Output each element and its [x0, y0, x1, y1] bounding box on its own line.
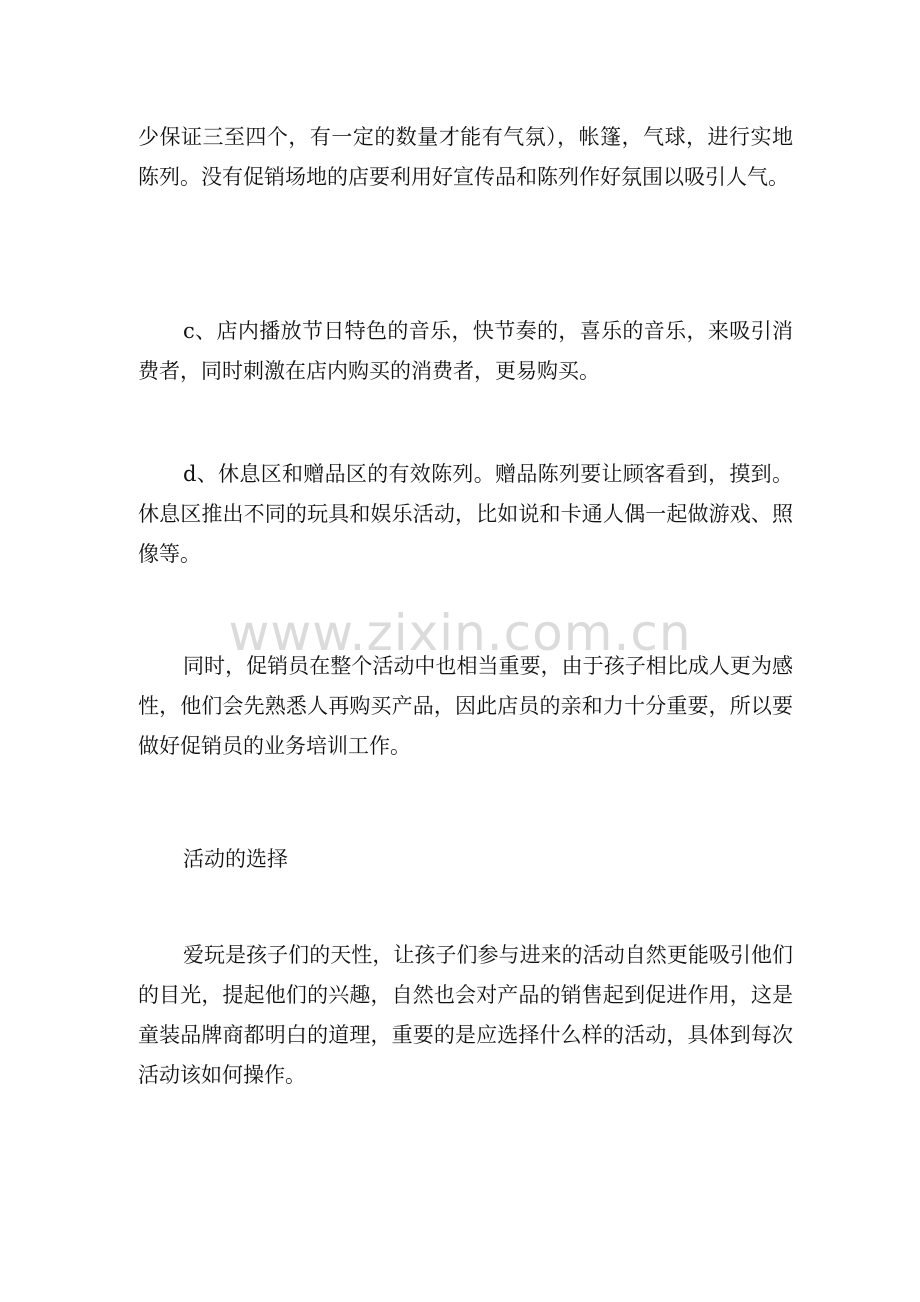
paragraph-sales-staff: 同时，促销员在整个活动中也相当重要，由于孩子相比成人更为感性，他们会先熟悉人再购买产品，因此店员的亲和力十分重要，所以要做好促销员的业务培训工作。 — [138, 654, 793, 758]
paragraph-activity-choice: 爱玩是孩子们的天性，让孩子们参与进来的活动自然更能吸引他们的目光，提起他们的兴趣，自然也会对产品的销售起到促进作用，这是童装品牌商都明白的道理，重要的是应选择什么样的活动，具体到每次活动该如何操作。 — [138, 943, 793, 1087]
paragraph-continuation: 少保证三至四个，有一定的数量才能有气氛），帐篷，气球，进行实地陈列。没有促销场地的店要利用好宣传品和陈列作好氛围以吸引人气。 — [138, 125, 793, 189]
paragraph-item-d: d、休息区和赠品区的有效陈列。赠品陈列要让顾客看到，摸到。休息区推出不同的玩具和娱乐活动，比如说和卡通人偶一起做游戏、照像等。 — [138, 462, 793, 566]
watermark: www.zixin.com.cn — [228, 604, 692, 662]
section-heading: 活动的选择 — [183, 847, 288, 871]
paragraph-item-c: c、店内播放节日特色的音乐，快节奏的，喜乐的音乐，来吸引消费者，同时刺激在店内购买的消费者，更易购买。 — [138, 319, 793, 383]
